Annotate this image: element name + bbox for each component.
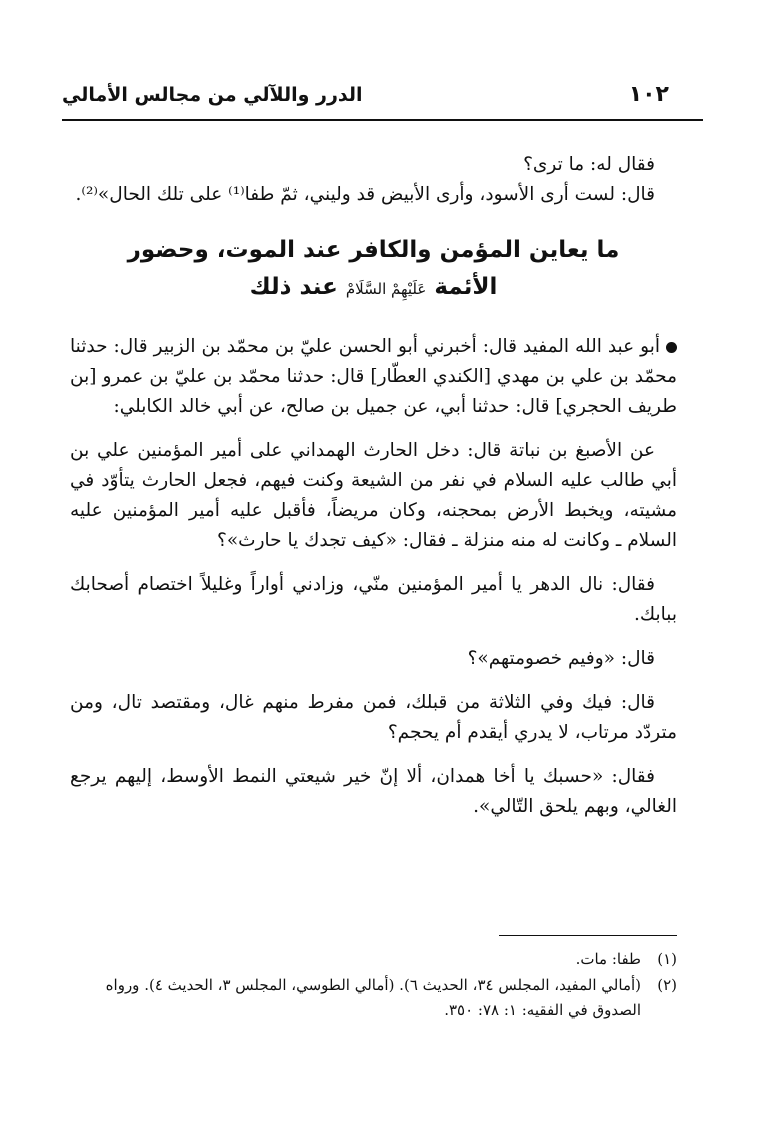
footnotes — [70, 935, 677, 1024]
header-rule — [62, 119, 703, 121]
dialogue-paragraph: فقال: نال الدهر يا أمير المؤمنين منّي، وزادني أواراً وغليلاً اختصام أصحابك ببابك. — [70, 574, 677, 626]
heading-text-b: عند ذلك — [249, 274, 338, 301]
heading-line-2 — [70, 269, 677, 306]
bullet-icon — [666, 342, 677, 353]
footnote-item — [70, 973, 677, 1024]
body-line: فقال له: ما ترى؟ — [523, 154, 655, 175]
running-title: الدرر واللآلي من مجالس الأمالي — [62, 84, 363, 106]
running-header — [62, 84, 669, 118]
dialogue-paragraph: فقال: «حسبك يا أخا همدان، ألا إنّ خير شيعتي النمط الأوسط، إليهم يرجع الغالي، وبهم يلحق التّالي». — [70, 766, 677, 818]
footnote-marker: (١) — [657, 950, 677, 968]
heading-line-1: ما يعاين المؤمن والكافر عند الموت، وحضور — [127, 236, 620, 263]
footnote-marker: (٢) — [657, 975, 677, 994]
footnote-text: (أمالي المفيد، المجلس ٣٤، الحديث ٦). (أمالي الطوسي، المجلس ٣، الحديث ٤). ورواه الصدوق في الفقيه: ١: ٧٨: ٣٥٠. — [105, 975, 641, 1019]
honorific-glyph: عَلَيْهِمْ السَّلَامْ — [345, 280, 427, 299]
isnad-paragraph — [70, 332, 677, 422]
footnote-text: طفا: مات. — [575, 950, 641, 968]
heading-text-a: الأئمة — [434, 274, 498, 301]
main-text — [70, 150, 677, 836]
isnad-text: أبو عبد الله المفيد قال: أخبرني أبو الحسن عليّ بن محمّد بن الزبير قال: حدثنا محمّد بن علي بن مهدي [الكندي العطّار] قال: حدثنا محمّد بن عليّ بن عمرو [بن طريف الحجري] قال: حدثنا أبي، عن جميل بن صالح، عن أبي خالد الكابلي: — [70, 336, 677, 418]
narration-paragraph: عن الأصبغ بن نباتة قال: دخل الحارث الهمداني على أمير المؤمنين علي بن أبي طالب عليه السلام في نفر من الشيعة وكنت فيهم، فجعل الحارث يتأوّد في مشيته، ويخبط الأرض بمحجنه، وكان مريضاً، فأقبل عليه أمير المؤمنين عليه السلام ـ وكانت له منه منزلة ـ فقال: «كيف تجدك يا حارث»؟ — [70, 440, 677, 552]
body-paragraph: قال: لست أرى الأسود، وأرى الأبيض قد وليني، ثمّ طفا⁽¹⁾ على تلك الحال»⁽²⁾. — [75, 183, 655, 205]
dialogue-paragraph: قال: فيك وفي الثلاثة من قبلك، فمن مفرط منهم غال، ومقتصد تال، ومن متردّد مرتاب، لا يدري أيقدم أم يحجم؟ — [70, 692, 677, 744]
dialogue-paragraph: قال: «وفيم خصومتهم»؟ — [467, 648, 655, 670]
section-heading — [70, 232, 677, 307]
footnote-item — [70, 947, 677, 973]
page-number: ١٠٢ — [628, 82, 669, 107]
